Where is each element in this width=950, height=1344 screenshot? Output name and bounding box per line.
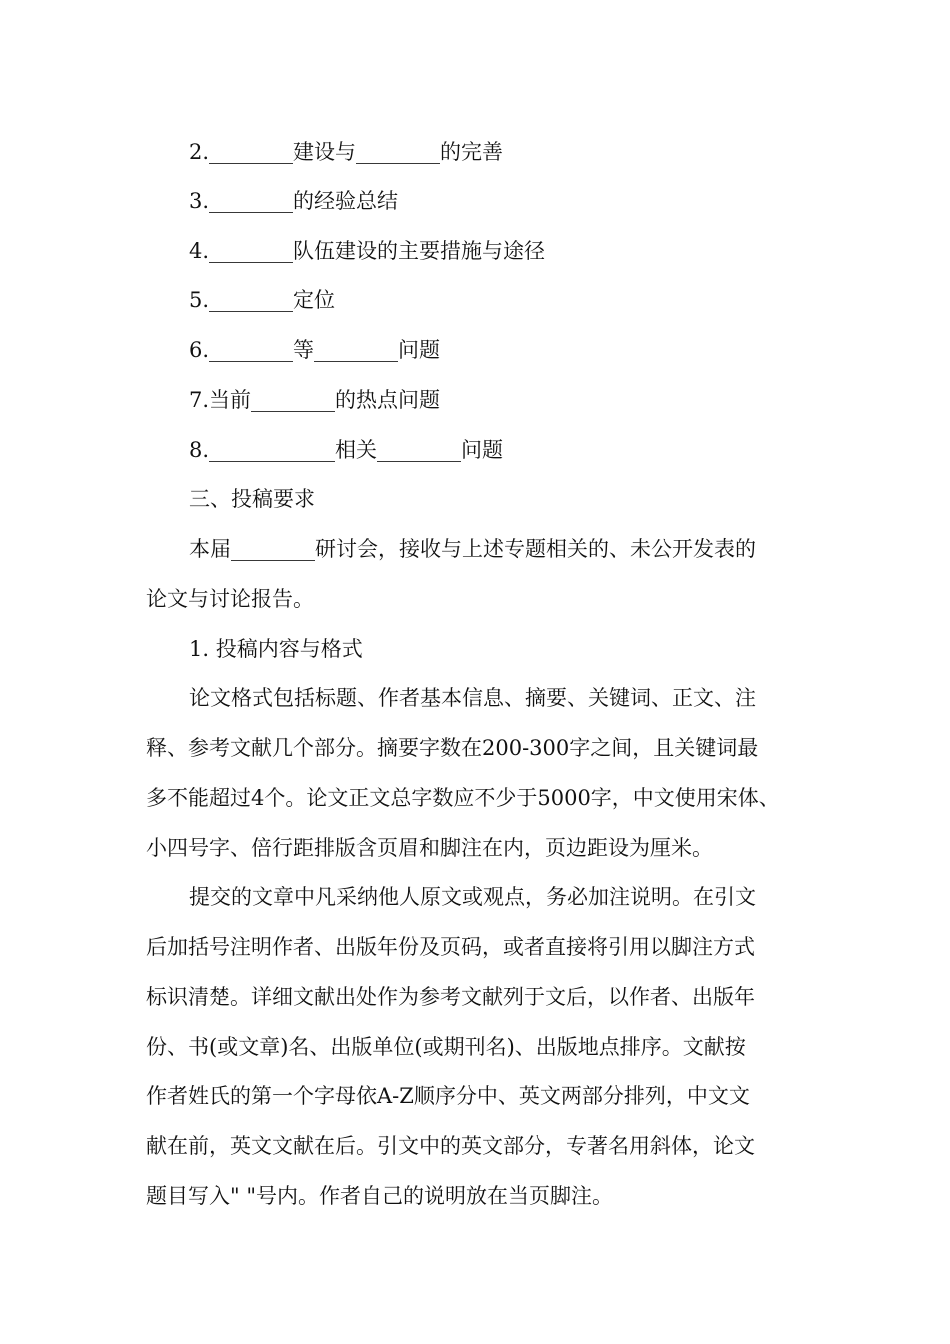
topic-item: 6.________等________问题 [189, 338, 441, 362]
paragraph-line: 份、书(或文章)名、出版单位(或期刊名)、出版地点排序。文献按 [146, 1035, 746, 1059]
topic-item: 4.________队伍建设的主要措施与途径 [189, 239, 546, 263]
paragraph-line: 献在前，英文文献在后。引文中的英文部分，专著名用斜体，论文 [146, 1134, 755, 1158]
topic-item: 3.________的经验总结 [189, 189, 399, 213]
section-heading: 三、投稿要求 [189, 487, 315, 511]
topic-item: 7.当前________的热点问题 [189, 388, 441, 412]
paragraph-line: 作者姓氏的第一个字母依A-Z顺序分中、英文两部分排列，中文文 [146, 1084, 750, 1108]
topic-item: 5.________定位 [189, 288, 336, 312]
paragraph-line: 论文格式包括标题、作者基本信息、摘要、关键词、正文、注 [189, 686, 756, 710]
paragraph-line: 后加括号注明作者、出版年份及页码，或者直接将引用以脚注方式 [146, 935, 755, 959]
paragraph-line: 标识清楚。详细文献出处作为参考文献列于文后，以作者、出版年 [146, 985, 755, 1009]
paragraph-line: 提交的文章中凡采纳他人原文或观点，务必加注说明。在引文 [189, 885, 756, 909]
paragraph-line: 本届________研讨会，接收与上述专题相关的、未公开发表的 [189, 537, 756, 561]
subsection-heading: 1. 投稿内容与格式 [189, 637, 363, 661]
paragraph-line: 多不能超过4个。论文正文总字数应不少于5000字，中文使用宋体、 [146, 786, 780, 810]
paragraph-line: 释、参考文献几个部分。摘要字数在200-300字之间，且关键词最 [146, 736, 759, 760]
topic-item: 8.____________相关________问题 [189, 438, 504, 462]
paragraph-line: 论文与讨论报告。 [146, 587, 314, 611]
topic-item: 2.________建设与________的完善 [189, 140, 504, 164]
paragraph-line: 小四号字、倍行距排版含页眉和脚注在内，页边距设为厘米。 [146, 836, 713, 860]
paragraph-line: 题目写入" "号内。作者自己的说明放在当页脚注。 [146, 1184, 613, 1208]
